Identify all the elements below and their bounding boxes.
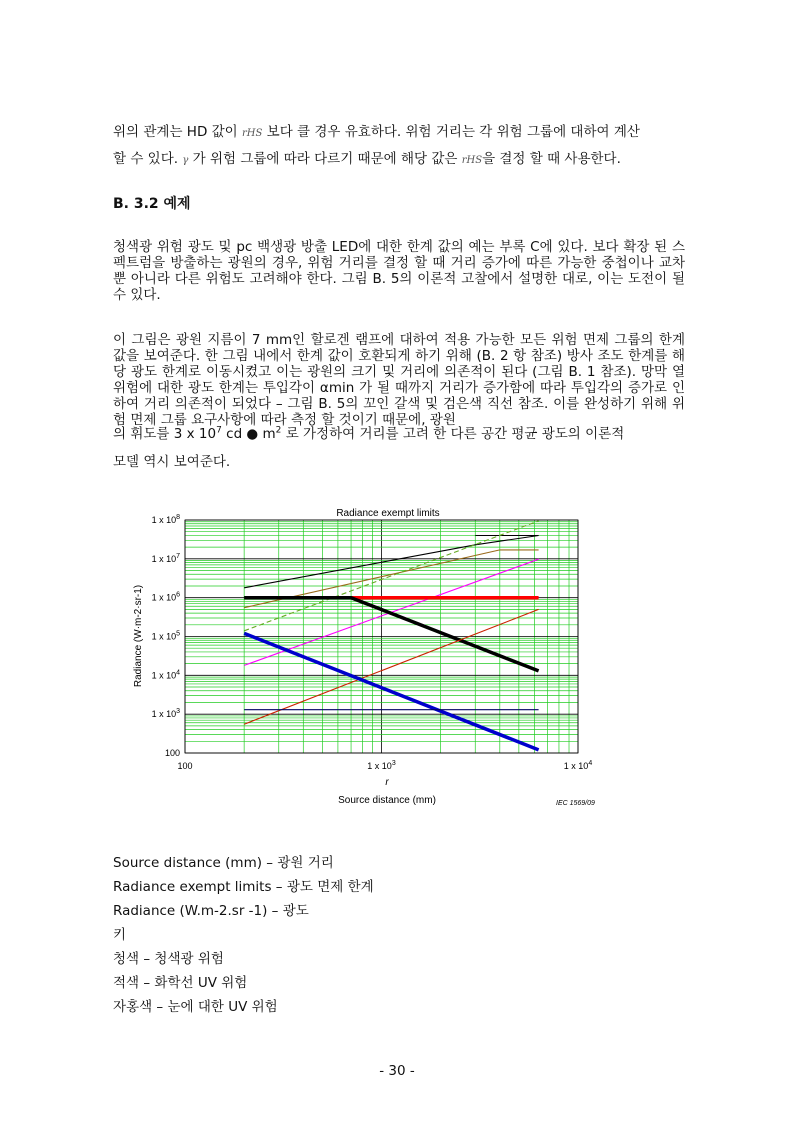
paragraph-2-after: 모델 역시 보여준다.: [113, 454, 231, 470]
chart-grid: [185, 520, 578, 753]
key-line: 적색 – 화학선 UV 위험: [113, 975, 248, 991]
intro-text: 가 위험 그룹에 따라 다르기 때문에 해당 값은: [192, 151, 458, 167]
key-line: 자홍색 – 눈에 대한 UV 위험: [113, 999, 278, 1015]
key-line: Source distance (mm) – 광원 거리: [113, 855, 334, 871]
intro-text: 위의 관계는 HD 값이: [113, 124, 238, 140]
exponent: 7: [216, 425, 222, 436]
intro-line-1: [113, 120, 640, 140]
page-number: - 30 -: [379, 1063, 415, 1079]
section-heading: B. 3.2 예제: [113, 196, 191, 212]
series-line: [244, 609, 538, 724]
para-text: 의 휘도를 3 x: [113, 426, 195, 442]
y-axis-label: Radiance (W·m-2·sr-1): [133, 584, 144, 688]
x-tick-label: 1 x $10^4$: [563, 760, 593, 771]
paragraph-2: 이 그림은 광원 지름이 7 mm인 할로겐 램프에 대하여 적용 가능한 모든 위험 면제 그룹의 한계 값을 보여준다. 한 그림 내에서 한계 값이 호환되게 하기 위해 (B. 2 항 참조) 방사 조도 한계를 해당 광도 한계로 이동시켰고 이는 광원의 크기 및 거리에 의존적이 된다 (그림 B. 1 참조). 망막 열 위험에 대한 광도 한계는 투입각이 αmin 가 될 때까지 거리가 증가함에 따라 투입각의 증가로 인하여 거리 의존적이 되었다 – 그림 B. 5의 꼬인 갈색 및 검은색 직선 참조. 이를 완성하기 위해 위험 면제 그룹 요구사항에 따라 측정 할 것이기 때문에, 광원: [113, 332, 685, 428]
exponent-base: 10: [198, 426, 217, 442]
figure-credit: IEC 1569/09: [556, 800, 595, 807]
key-heading: 키: [113, 927, 127, 943]
key-line: Radiance exempt limits – 광도 면제 한계: [113, 879, 374, 895]
paragraph-1: 청색광 위험 광도 및 pc 백생광 방출 LED에 대한 한계 값의 예는 부록 C에 있다. 보다 확장 된 스펙트럼을 방출하는 광원의 경우, 위험 거리를 결정 할 때 거리 증가에 따른 가능한 중첩이나 교차뿐 아니라 다른 위험도 고려해야 한다. 그림 B. 5의 이론적 고찰에서 설명한 대로, 이는 도전이 될 수 있다.: [113, 239, 685, 303]
y-tick-label: 1 x $10^6$: [151, 591, 180, 603]
unit-text: cd ●: [226, 426, 259, 442]
para-text: 로 가정하여 거리를 고려 한 다른 공간 평균 광도의 이론적: [285, 426, 625, 442]
exponent: 2: [275, 425, 282, 436]
chart-series: [244, 521, 538, 750]
key-line: 청색 – 청색광 위험: [113, 951, 224, 967]
radiance-chart: [128, 500, 628, 820]
chart-title: Radiance exempt limits: [336, 508, 440, 519]
intro-text: 보다 클 경우 유효하다. 위험 거리는 각 위험 그룹에 대하여 계산: [266, 124, 640, 140]
x-tick-label: 1 x $10^3$: [367, 760, 396, 771]
series-line: [244, 633, 538, 750]
paragraph-2-last-line: [113, 422, 624, 442]
series-line: [244, 598, 538, 671]
y-tick-label: 1 x $10^7$: [151, 552, 180, 564]
intro-text: 을 결정 할 때 사용한다.: [482, 151, 621, 167]
unit-text: m: [262, 426, 276, 442]
y-tick-label: 1 x $10^3$: [151, 708, 180, 720]
y-tick-label: 100: [164, 748, 180, 758]
x-axis-label: Source distance (mm): [338, 795, 436, 806]
x-tick-label: 100: [177, 761, 193, 771]
y-tick-label: 1 x $10^4$: [151, 669, 180, 681]
x-variable: r: [385, 777, 389, 788]
intro-line-2: [113, 147, 621, 167]
intro-text: 할 수 있다.: [113, 151, 179, 167]
key-line: Radiance (W.m-2.sr -1) – 광도: [113, 903, 309, 919]
gamma-symbol: γ: [182, 155, 189, 166]
series-line: [244, 536, 538, 588]
y-tick-label: 1 x $10^5$: [151, 630, 180, 642]
rhs-symbol: rHS: [242, 128, 263, 139]
rhs-symbol: rHS: [461, 155, 483, 166]
y-tick-label: 1 x $10^8$: [151, 514, 180, 525]
